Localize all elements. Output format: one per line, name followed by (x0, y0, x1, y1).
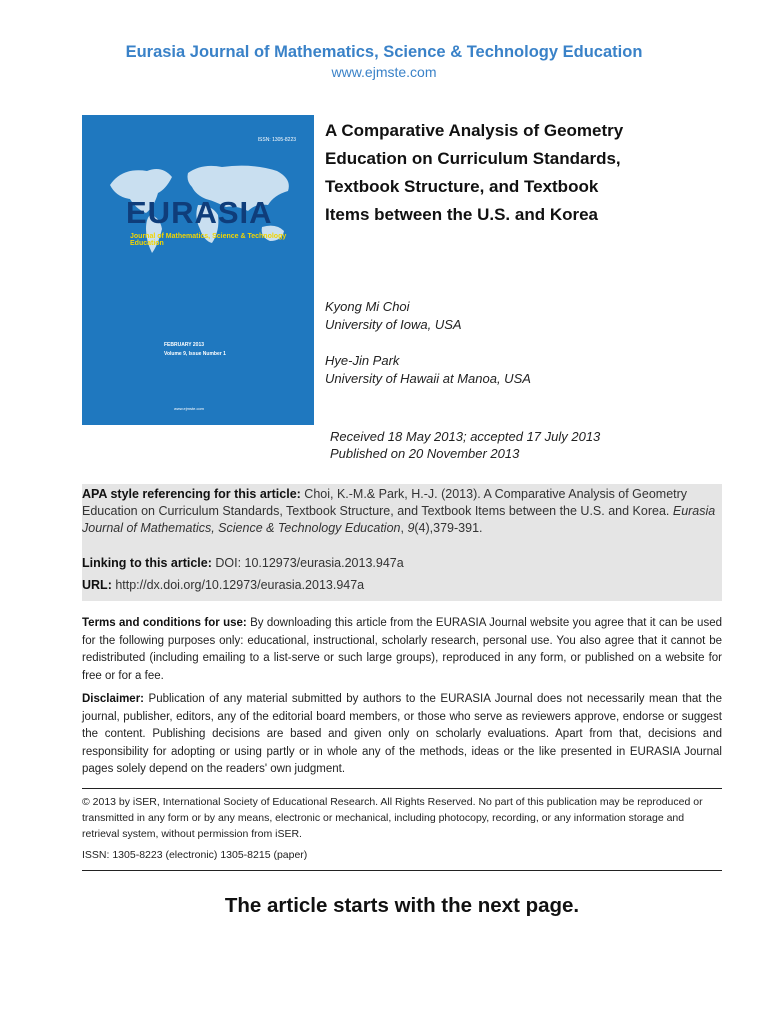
url-label: URL: (82, 578, 112, 592)
url-line (82, 577, 364, 594)
terms-paragraph (82, 615, 722, 685)
article-title-line: Education on Curriculum Standards, (325, 149, 621, 168)
journal-title: Eurasia Journal of Mathematics, Science & Technology Education (125, 43, 643, 61)
apa-journal: Eurasia Journal of Mathematics, Science & Technology Education (82, 504, 716, 535)
article-title (325, 117, 745, 229)
cover-site: www.ejmste.com (174, 406, 205, 411)
published-date: Published on 20 November 2013 (330, 446, 520, 461)
terms-label: Terms and conditions for use: (82, 617, 247, 629)
apa-volume: 9 (407, 521, 415, 535)
doi-value[interactable]: DOI: 10.12973/eurasia.2013.947a (211, 556, 404, 570)
url-value[interactable]: http://dx.doi.org/10.12973/eurasia.2013.947a (111, 578, 365, 592)
received-date: Received 18 May 2013; accepted 17 July 2013 (330, 429, 601, 444)
author-affiliation: University of Iowa, USA (325, 317, 462, 332)
doi-line (82, 555, 404, 572)
apa-issue-pages: (4),379-391. (414, 521, 483, 535)
issn-line: ISSN: 1305-8223 (electronic) 1305-8215 (paper) (82, 849, 308, 861)
author-block (325, 352, 531, 388)
cover-issn: ISSN: 1305-8223 (257, 137, 296, 143)
divider (82, 788, 722, 789)
cover-subtitle: Journal of Mathematics, Science & Technology Education (130, 233, 287, 247)
author-affiliation: University of Hawaii at Manoa, USA (325, 371, 531, 386)
cover-issue-date: FEBRUARY 2013 (164, 342, 205, 348)
journal-cover-image (82, 115, 314, 425)
terms-text: By downloading this article from the EURASIA Journal website you agree that it can be used for the following purposes only: educational, instructional, scholarly research, personal use. You also agree that it cannot be redistributed (including emailing to a list-serve or such large groups), reproduced in any form, or published on a website for free or for a fee. (82, 617, 722, 682)
disclaimer-text: Publication of any material submitted by authors to the EURASIA Journal does not necessarily mean that the journal, publisher, editors, any of the editorial board members, or those who serve as reviewers approve, endorse or suggest the content. Publishing decisions are based and given only on scholarly evaluations. Apart from that, decisions and responsibility for adopting or using partly or in whole any of the methods, ideas or the like presented in EURASIA Journal pages solely depend on the readers' own judgment. (82, 693, 722, 775)
doi-label: Linking to this article: (82, 556, 212, 570)
journal-url[interactable]: www.ejmste.com (331, 64, 437, 80)
article-dates (330, 428, 600, 462)
copyright-notice: © 2013 by iSER, International Society of Educational Research. All Rights Reserved. No part of this publication may be reproduced or transmitted in any form or by any means, electronic or mechanical, including photocopy, recording, or any information storage and retrieval system, without permission from iSER. (82, 796, 703, 840)
terms-section (82, 615, 722, 785)
disclaimer-label: Disclaimer: (82, 693, 145, 705)
cover-issue-volume: Volume 9, Issue Number 1 (164, 351, 226, 357)
article-title-line: Items between the U.S. and Korea (325, 205, 599, 224)
cover-issue (164, 341, 226, 359)
apa-volume-separator: , (400, 521, 408, 535)
disclaimer-paragraph (82, 691, 722, 779)
apa-text: Choi, K.-M.& Park, H.-J. (2013). A Comparative Analysis of Geometry Education on Curriculum Standards, Textbook Structure, and Textbook Items between the U.S. and Korea. (82, 487, 688, 518)
apa-label: APA style referencing for this article: (82, 487, 301, 501)
authors (325, 298, 531, 406)
author-block (325, 298, 531, 334)
cover-brand: EURASIA (126, 195, 273, 230)
citation-box (82, 484, 722, 601)
apa-citation (82, 486, 722, 537)
divider (82, 870, 722, 871)
author-name: Kyong Mi Choi (325, 299, 410, 314)
author-name: Hye-Jin Park (325, 353, 400, 368)
article-title-line: Textbook Structure, and Textbook (325, 177, 599, 196)
next-page-note: The article starts with the next page. (224, 894, 580, 917)
article-title-line: A Comparative Analysis of Geometry (325, 121, 624, 140)
journal-header (0, 42, 768, 82)
